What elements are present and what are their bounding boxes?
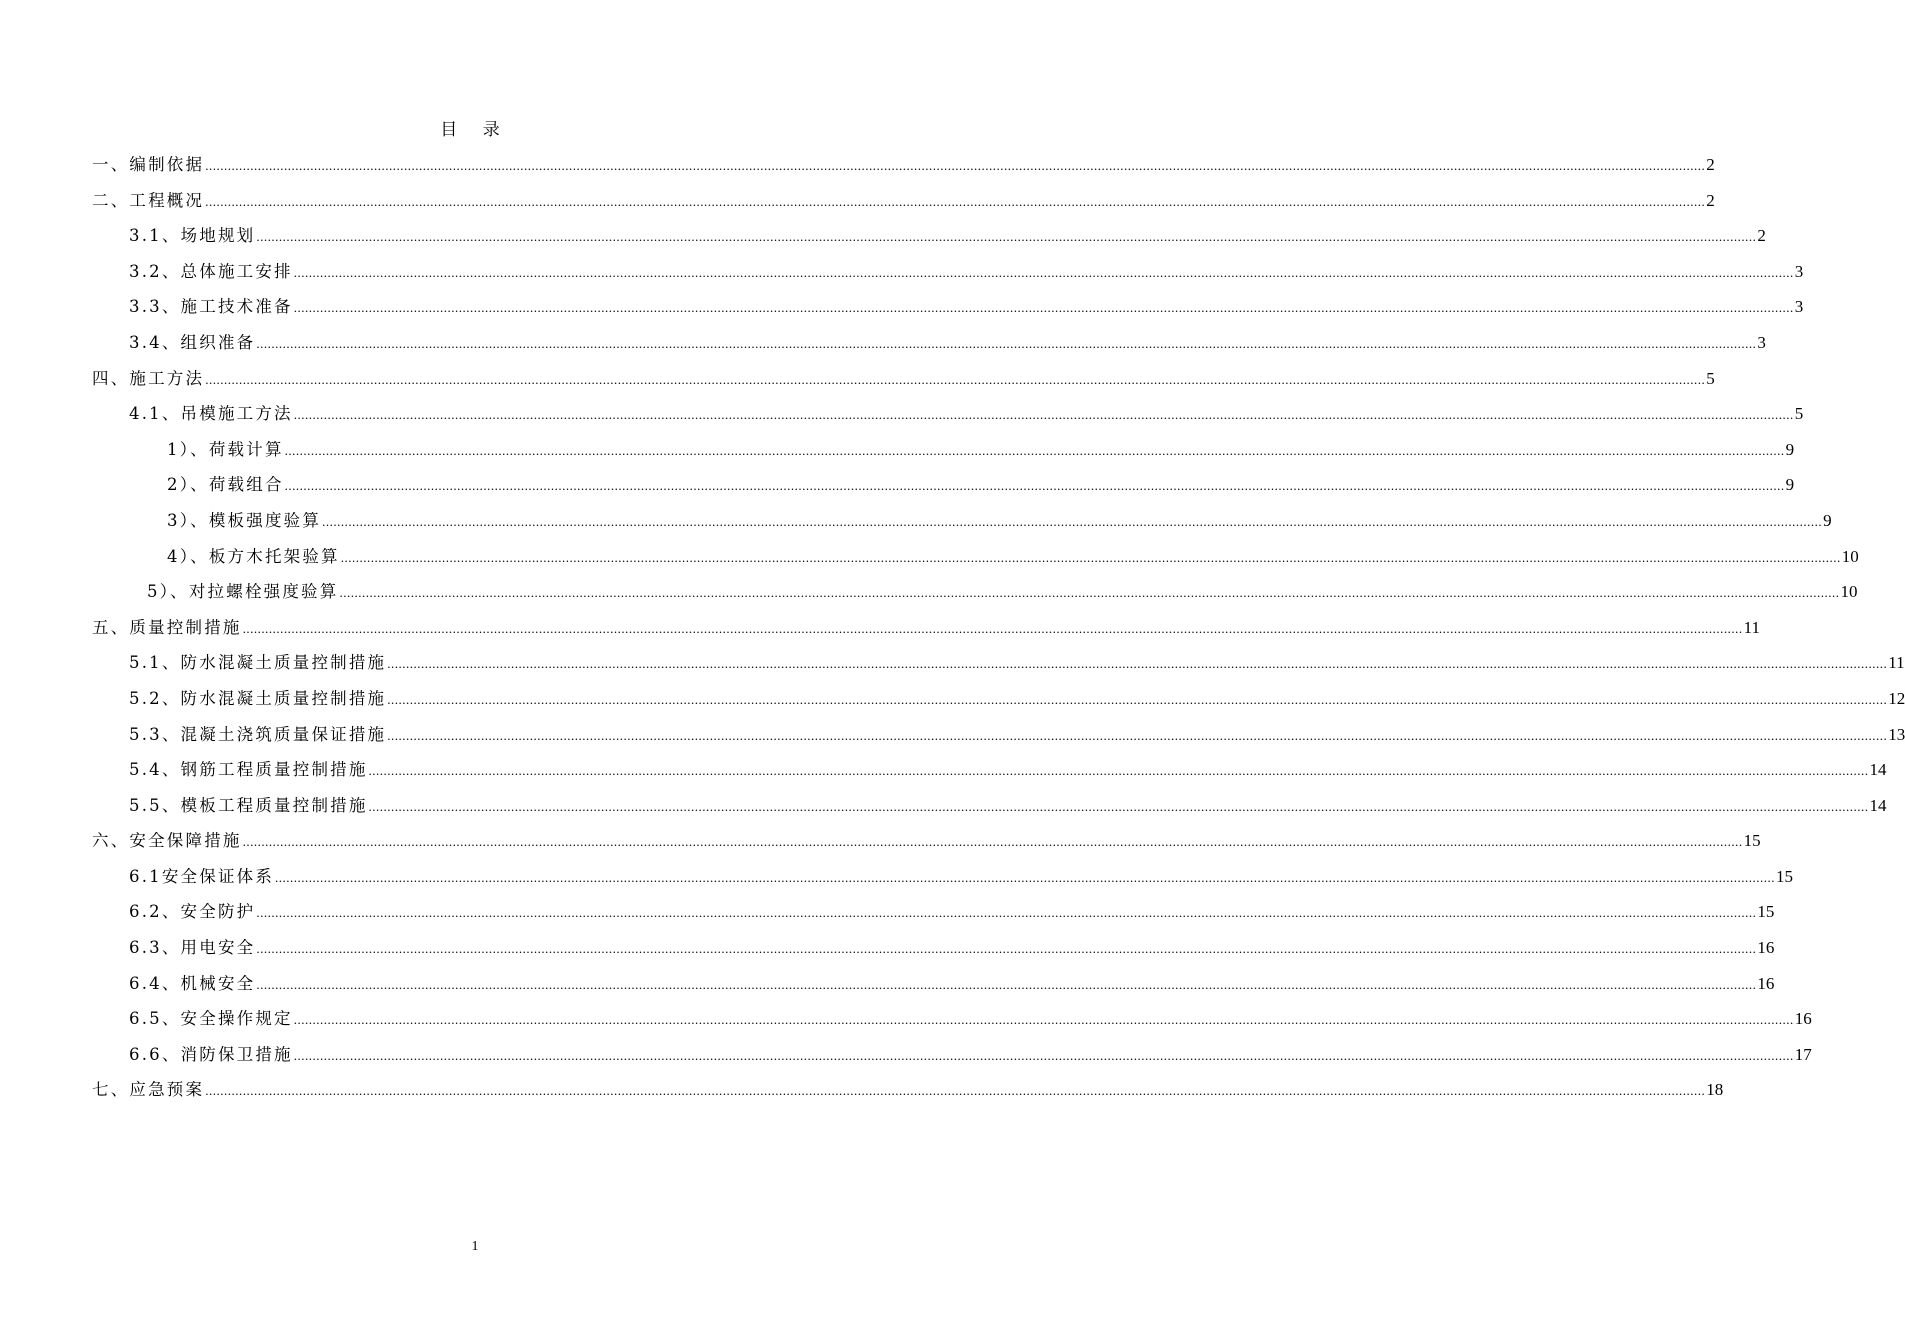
toc-entry-label: 一、编制依据	[92, 155, 205, 174]
toc-entry-page: 15	[1757, 902, 1775, 922]
toc-leader-dots: ................................................................................................................................................................................................................................................................................................................................................................................................................	[387, 727, 1888, 743]
toc-leader-dots: ................................................................................................................................................................................................................................................................................................................................................................................................................	[205, 158, 1706, 173]
toc-entry[interactable]	[92, 788, 1887, 824]
toc-leader-dots: ................................................................................................................................................................................................................................................................................................................................................................................................................	[256, 941, 1757, 957]
toc-entry-page: 17	[1794, 1044, 1812, 1064]
toc-entry-label: 1）、荷载计算	[167, 439, 284, 459]
toc-entry-label: 3）、模板强度验算	[167, 510, 322, 530]
toc-entry-page: 10	[1841, 546, 1859, 566]
toc-entry-page: 3	[1794, 261, 1804, 281]
toc-entry-page: 9	[1823, 510, 1832, 530]
toc-entry-label: 4.1、吊模施工方法	[129, 404, 293, 424]
toc-entry[interactable]	[92, 289, 1804, 325]
toc-entry[interactable]	[92, 325, 1766, 361]
toc-entry-label: 二、工程概况	[92, 190, 205, 210]
toc-leader-dots: ................................................................................................................................................................................................................................................................................................................................................................................................................	[205, 193, 1706, 209]
toc-entry[interactable]	[92, 717, 1905, 753]
toc-entry[interactable]	[92, 361, 1715, 397]
toc-entry-label: 4）、板方木托架验算	[167, 546, 340, 566]
toc-title: 目 录	[440, 120, 510, 140]
toc-entry-page: 10	[1840, 582, 1858, 602]
toc-entry-label: 6.2、安全防护	[129, 902, 256, 922]
toc-entry-label: 5.2、防水混凝土质量控制措施	[129, 688, 387, 708]
toc-entry-label: 5.1、防水混凝土质量控制措施	[129, 653, 387, 673]
toc-entry-page: 2	[1757, 226, 1766, 246]
toc-entry-page: 2	[1706, 190, 1715, 210]
toc-entry[interactable]	[92, 859, 1794, 895]
toc-entry[interactable]	[92, 894, 1775, 930]
toc-entry-label: 3.3、施工技术准备	[129, 297, 293, 317]
toc-entry[interactable]	[92, 218, 1766, 254]
toc-leader-dots: ................................................................................................................................................................................................................................................................................................................................................................................................................	[256, 229, 1757, 245]
toc-leader-dots: ................................................................................................................................................................................................................................................................................................................................................................................................................	[284, 442, 1785, 458]
toc-entry-label: 七、应急预案	[92, 1080, 205, 1100]
toc-entry-page: 12	[1888, 688, 1905, 708]
toc-entry[interactable]	[92, 1037, 1812, 1073]
toc-entry-label: 3.4、组织准备	[129, 332, 256, 352]
toc-entry-label: 五、质量控制措施	[92, 617, 242, 637]
toc-entry-page: 3	[1757, 332, 1766, 352]
toc-entry-label: 6.5、安全操作规定	[129, 1009, 293, 1029]
toc-entry-page: 5	[1706, 368, 1715, 388]
toc-entry[interactable]	[92, 254, 1804, 290]
toc-entry-page: 11	[1888, 653, 1905, 673]
toc-entry-label: 6.4、机械安全	[129, 973, 256, 993]
toc-entry-page: 16	[1794, 1009, 1812, 1029]
toc-entry-page: 18	[1706, 1080, 1724, 1100]
toc-entry-label: 5.5、模板工程质量控制措施	[129, 795, 368, 815]
toc-entry-page: 15	[1776, 866, 1794, 886]
toc-leader-dots: ................................................................................................................................................................................................................................................................................................................................................................................................................	[293, 264, 1794, 280]
toc-entry[interactable]	[92, 574, 1858, 610]
toc-leader-dots: ................................................................................................................................................................................................................................................................................................................................................................................................................	[340, 549, 1841, 565]
toc-entry[interactable]	[92, 752, 1887, 788]
toc-entry-label: 6.1安全保证体系	[129, 866, 275, 886]
toc-entry-page: 11	[1743, 617, 1760, 637]
toc-entry[interactable]	[92, 610, 1760, 646]
toc-entry[interactable]	[92, 147, 1715, 183]
toc-leader-dots: ................................................................................................................................................................................................................................................................................................................................................................................................................	[205, 371, 1706, 387]
toc-entry[interactable]	[92, 1072, 1724, 1108]
toc-leader-dots: ................................................................................................................................................................................................................................................................................................................................................................................................................	[387, 691, 1888, 707]
toc-entry-label: 3.1、场地规划	[129, 226, 256, 246]
toc-leader-dots: ................................................................................................................................................................................................................................................................................................................................................................................................................	[293, 1012, 1794, 1028]
toc-entry[interactable]	[92, 503, 1832, 539]
table-of-contents	[92, 147, 1905, 1108]
toc-leader-dots: ................................................................................................................................................................................................................................................................................................................................................................................................................	[205, 1083, 1706, 1099]
toc-leader-dots: ................................................................................................................................................................................................................................................................................................................................................................................................................	[322, 513, 1823, 529]
toc-leader-dots: ................................................................................................................................................................................................................................................................................................................................................................................................................	[275, 869, 1776, 885]
toc-entry[interactable]	[92, 930, 1775, 966]
toc-leader-dots: ................................................................................................................................................................................................................................................................................................................................................................................................................	[242, 620, 1743, 636]
toc-leader-dots: ................................................................................................................................................................................................................................................................................................................................................................................................................	[256, 976, 1757, 992]
toc-leader-dots: ................................................................................................................................................................................................................................................................................................................................................................................................................	[387, 656, 1888, 672]
toc-entry-label: 2）、荷载组合	[167, 475, 284, 495]
toc-entry-page: 2	[1706, 155, 1715, 174]
toc-entry-label: 六、安全保障措施	[92, 831, 242, 851]
toc-entry[interactable]	[92, 467, 1795, 503]
toc-entry[interactable]	[92, 183, 1715, 219]
toc-leader-dots: ................................................................................................................................................................................................................................................................................................................................................................................................................	[293, 1047, 1794, 1063]
toc-entry-page: 15	[1743, 831, 1761, 851]
toc-leader-dots: ................................................................................................................................................................................................................................................................................................................................................................................................................	[256, 335, 1757, 351]
toc-leader-dots: ................................................................................................................................................................................................................................................................................................................................................................................................................	[256, 905, 1757, 921]
toc-leader-dots: ................................................................................................................................................................................................................................................................................................................................................................................................................	[368, 763, 1869, 779]
toc-entry-page: 9	[1785, 439, 1795, 459]
toc-entry[interactable]	[92, 539, 1859, 575]
toc-entry-label: 5.3、混凝土浇筑质量保证措施	[129, 724, 387, 744]
toc-entry[interactable]	[92, 966, 1775, 1002]
toc-leader-dots: ................................................................................................................................................................................................................................................................................................................................................................................................................	[293, 407, 1794, 423]
toc-leader-dots: ................................................................................................................................................................................................................................................................................................................................................................................................................	[293, 300, 1794, 316]
toc-entry[interactable]	[92, 681, 1905, 717]
toc-entry-page: 3	[1794, 297, 1804, 317]
toc-entry-label: 5.4、钢筋工程质量控制措施	[129, 760, 368, 780]
toc-entry-page: 14	[1869, 760, 1887, 780]
toc-entry-page: 14	[1869, 795, 1887, 815]
toc-entry-page: 5	[1794, 404, 1804, 424]
toc-entry-label: 6.3、用电安全	[129, 938, 256, 958]
toc-leader-dots: ................................................................................................................................................................................................................................................................................................................................................................................................................	[284, 478, 1785, 494]
toc-entry[interactable]	[92, 432, 1795, 468]
toc-entry-label: 6.6、消防保卫措施	[129, 1044, 293, 1064]
toc-entry-label: 四、施工方法	[92, 368, 205, 388]
toc-entry[interactable]	[92, 823, 1761, 859]
toc-entry[interactable]	[92, 645, 1905, 681]
toc-entry-label: 3.2、总体施工安排	[129, 261, 293, 281]
toc-entry[interactable]	[92, 1001, 1812, 1037]
toc-entry-page: 16	[1757, 938, 1775, 958]
toc-entry-page: 9	[1785, 475, 1795, 495]
toc-entry-label: 5）、对拉螺栓强度验算	[147, 582, 339, 602]
toc-entry-page: 13	[1888, 724, 1905, 744]
toc-entry[interactable]	[92, 396, 1804, 432]
toc-entry-page: 16	[1757, 973, 1775, 993]
toc-leader-dots: ................................................................................................................................................................................................................................................................................................................................................................................................................	[339, 585, 1840, 601]
toc-leader-dots: ................................................................................................................................................................................................................................................................................................................................................................................................................	[242, 834, 1743, 850]
page-number: 1	[471, 1239, 479, 1254]
toc-leader-dots: ................................................................................................................................................................................................................................................................................................................................................................................................................	[368, 798, 1869, 814]
